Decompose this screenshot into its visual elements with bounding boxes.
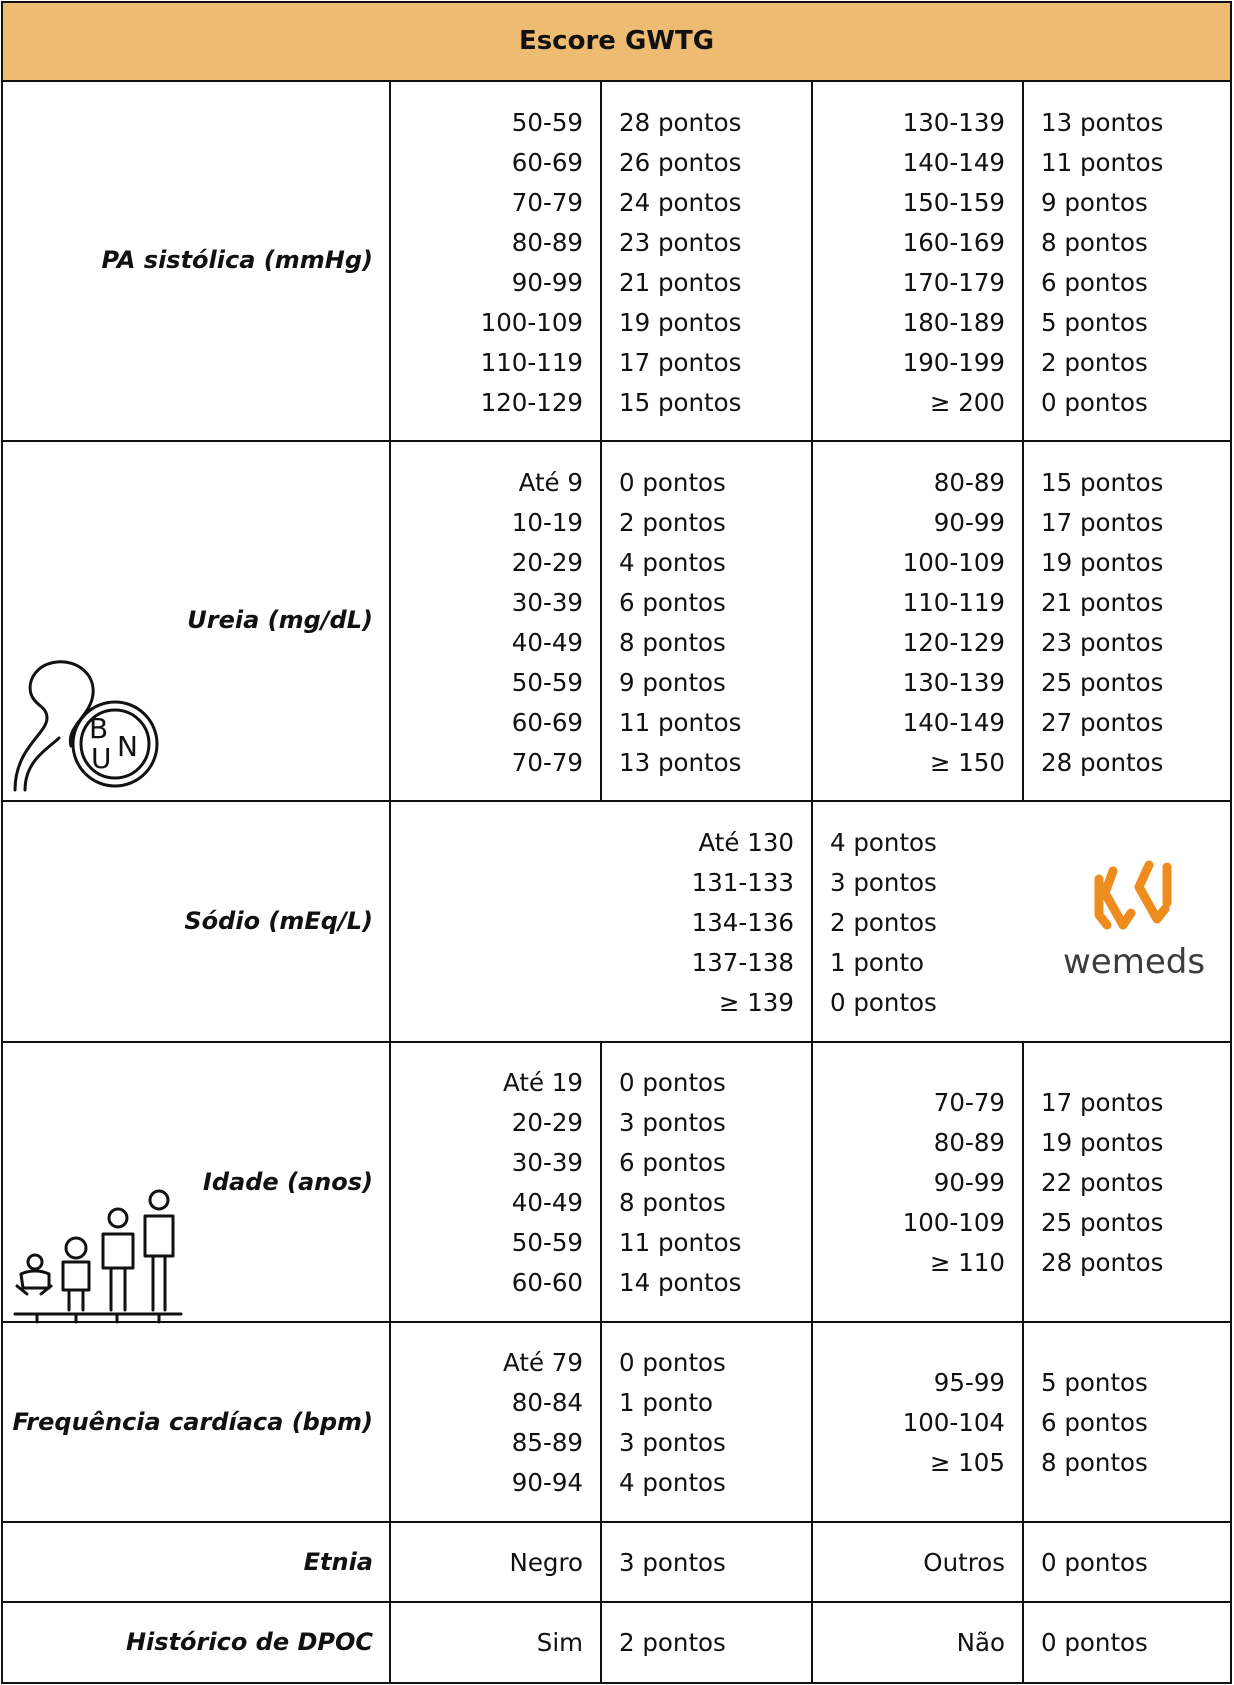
list-item: 21 pontos: [1041, 588, 1164, 617]
row-label-sodio: Sódio (mEq/L): [184, 907, 373, 935]
list-item: 0 pontos: [619, 1068, 726, 1097]
list-item: 28 pontos: [619, 108, 742, 137]
list-item: 90-94: [511, 1468, 583, 1497]
list-item: 9 pontos: [619, 668, 726, 697]
list-item: 70-79: [511, 748, 583, 777]
list-item: 14 pontos: [619, 1268, 742, 1297]
list-item: 60-69: [511, 148, 583, 177]
list-item: 180-189: [902, 308, 1005, 337]
etnia-right-ranges: [815, 1543, 1005, 1583]
list-item: 0 pontos: [830, 988, 937, 1017]
sodio-points: [830, 823, 937, 1023]
list-item: 13 pontos: [1041, 108, 1164, 137]
list-item: 17 pontos: [619, 348, 742, 377]
row-label-idade: Idade (anos): [202, 1168, 373, 1196]
list-item: 5 pontos: [1041, 308, 1148, 337]
list-item: 8 pontos: [1041, 1448, 1148, 1477]
list-item: 2 pontos: [830, 908, 937, 937]
list-item: 19 pontos: [1041, 548, 1164, 577]
list-item: 30-39: [511, 588, 583, 617]
list-item: 19 pontos: [619, 308, 742, 337]
list-item: 17 pontos: [1041, 1088, 1164, 1117]
list-item: ≥ 150: [929, 748, 1005, 777]
fc-left-ranges: [393, 1343, 583, 1503]
list-item: Outros: [923, 1548, 1005, 1577]
column-divider: [811, 80, 813, 1684]
list-item: 190-199: [902, 348, 1005, 377]
list-item: 80-89: [933, 1128, 1005, 1157]
ureia-left-ranges: [393, 463, 583, 783]
list-item: 11 pontos: [619, 708, 742, 737]
list-item: 8 pontos: [619, 628, 726, 657]
fc-right-points: [1041, 1363, 1148, 1483]
bun-letter-n: N: [117, 730, 138, 763]
table-title: Escore GWTG: [1, 1, 1232, 81]
list-item: Sim: [536, 1628, 583, 1657]
list-item: 20-29: [511, 548, 583, 577]
idade-right-ranges: [815, 1083, 1005, 1283]
column-divider: [600, 80, 602, 801]
row-divider: [1, 800, 1232, 802]
list-item: 60-69: [511, 708, 583, 737]
list-item: 90-99: [933, 508, 1005, 537]
list-item: 27 pontos: [1041, 708, 1164, 737]
list-item: 160-169: [902, 228, 1005, 257]
list-item: 50-59: [511, 1228, 583, 1257]
fc-right-ranges: [815, 1363, 1005, 1483]
list-item: 6 pontos: [1041, 1408, 1148, 1437]
list-item: 0 pontos: [619, 468, 726, 497]
ureia-right-ranges: [815, 463, 1005, 783]
list-item: 120-129: [480, 388, 583, 417]
sodio-ranges: [393, 823, 794, 1023]
column-divider: [389, 80, 391, 1684]
list-item: 15 pontos: [619, 388, 742, 417]
list-item: 90-99: [511, 268, 583, 297]
fc-left-points: [619, 1343, 726, 1503]
list-item: 0 pontos: [1041, 1628, 1148, 1657]
list-item: 4 pontos: [830, 828, 937, 857]
list-item: 10-19: [511, 508, 583, 537]
row-divider: [1, 440, 1232, 442]
row-label-etnia: Etnia: [303, 1548, 373, 1576]
list-item: 90-99: [933, 1168, 1005, 1197]
list-item: Até 130: [698, 828, 794, 857]
list-item: 40-49: [511, 628, 583, 657]
list-item: 100-109: [480, 308, 583, 337]
list-item: 6 pontos: [1041, 268, 1148, 297]
ureia-right-points: [1041, 463, 1163, 783]
row-label-historico-dpoc: Histórico de DPOC: [125, 1628, 373, 1656]
list-item: 120-129: [902, 628, 1005, 657]
list-item: 130-139: [902, 668, 1005, 697]
list-item: 28 pontos: [1041, 1248, 1164, 1277]
list-item: 30-39: [511, 1148, 583, 1177]
list-item: 11 pontos: [1041, 148, 1164, 177]
list-item: 140-149: [902, 708, 1005, 737]
list-item: Até 9: [518, 468, 583, 497]
list-item: 26 pontos: [619, 148, 742, 177]
list-item: 60-60: [511, 1268, 583, 1297]
dpoc-right-points: [1041, 1623, 1148, 1663]
list-item: 17 pontos: [1041, 508, 1164, 537]
bun-letter-b: B: [89, 712, 109, 745]
list-item: Não: [956, 1628, 1005, 1657]
list-item: 40-49: [511, 1188, 583, 1217]
bun-letter-u: U: [91, 742, 112, 775]
list-item: 95-99: [933, 1368, 1005, 1397]
list-item: ≥ 139: [718, 988, 794, 1017]
list-item: 2 pontos: [619, 508, 726, 537]
list-item: 110-119: [902, 588, 1005, 617]
list-item: 22 pontos: [1041, 1168, 1164, 1197]
row-divider: [1, 1601, 1232, 1603]
gwtg-score-table: [1, 1, 1232, 1684]
list-item: 85-89: [511, 1428, 583, 1457]
list-item: 0 pontos: [619, 1348, 726, 1377]
etnia-right-points: [1041, 1543, 1148, 1583]
list-item: Até 79: [503, 1348, 583, 1377]
pa-right-ranges: [815, 103, 1005, 423]
list-item: 70-79: [933, 1088, 1005, 1117]
list-item: 100-109: [902, 1208, 1005, 1237]
kidney-bun-icon: [11, 656, 161, 796]
list-item: 20-29: [511, 1108, 583, 1137]
list-item: 130-139: [902, 108, 1005, 137]
list-item: 1 ponto: [619, 1388, 714, 1417]
wemeds-logo-text: wemeds: [1063, 942, 1206, 982]
list-item: 50-59: [511, 108, 583, 137]
ureia-left-points: [619, 463, 741, 783]
list-item: 134-136: [691, 908, 794, 937]
idade-right-points: [1041, 1083, 1163, 1283]
people-ages-icon: [11, 1186, 186, 1326]
row-label-frequencia-cardiaca: Frequência cardíaca (bpm): [12, 1408, 373, 1436]
list-item: 25 pontos: [1041, 1208, 1164, 1237]
list-item: 21 pontos: [619, 268, 742, 297]
list-item: 150-159: [902, 188, 1005, 217]
list-item: 19 pontos: [1041, 1128, 1164, 1157]
list-item: 11 pontos: [619, 1228, 742, 1257]
list-item: 4 pontos: [619, 1468, 726, 1497]
list-item: 6 pontos: [619, 588, 726, 617]
list-item: 24 pontos: [619, 188, 742, 217]
list-item: 0 pontos: [1041, 1548, 1148, 1577]
list-item: 4 pontos: [619, 548, 726, 577]
list-item: 6 pontos: [619, 1148, 726, 1177]
list-item: 140-149: [902, 148, 1005, 177]
list-item: 100-104: [902, 1408, 1005, 1437]
list-item: 0 pontos: [1041, 388, 1148, 417]
list-item: 23 pontos: [619, 228, 742, 257]
list-item: Até 19: [503, 1068, 583, 1097]
list-item: ≥ 200: [929, 388, 1005, 417]
pa-left-ranges: [393, 103, 583, 423]
dpoc-left-ranges: [393, 1623, 583, 1663]
list-item: 15 pontos: [1041, 468, 1164, 497]
row-label-pa-sistolica: PA sistólica (mmHg): [101, 246, 373, 274]
list-item: 5 pontos: [1041, 1368, 1148, 1397]
dpoc-right-ranges: [815, 1623, 1005, 1663]
row-divider: [1, 1041, 1232, 1043]
list-item: 3 pontos: [619, 1108, 726, 1137]
etnia-left-points: [619, 1543, 726, 1583]
list-item: 80-84: [511, 1388, 583, 1417]
wemeds-logo: [1061, 853, 1211, 993]
dpoc-left-points: [619, 1623, 726, 1663]
list-item: 9 pontos: [1041, 188, 1148, 217]
list-item: 25 pontos: [1041, 668, 1164, 697]
list-item: ≥ 110: [929, 1248, 1005, 1277]
row-divider: [1, 80, 1232, 82]
list-item: Negro: [509, 1548, 583, 1577]
list-item: 80-89: [511, 228, 583, 257]
list-item: 3 pontos: [619, 1428, 726, 1457]
list-item: 8 pontos: [619, 1188, 726, 1217]
idade-left-ranges: [393, 1063, 583, 1303]
list-item: 100-109: [902, 548, 1005, 577]
pa-left-points: [619, 103, 741, 423]
list-item: 50-59: [511, 668, 583, 697]
list-item: 137-138: [691, 948, 794, 977]
column-divider: [1022, 1041, 1024, 1684]
list-item: 8 pontos: [1041, 228, 1148, 257]
list-item: 170-179: [902, 268, 1005, 297]
row-divider: [1, 1521, 1232, 1523]
idade-left-points: [619, 1063, 741, 1303]
etnia-left-ranges: [393, 1543, 583, 1583]
list-item: 131-133: [691, 868, 794, 897]
list-item: ≥ 105: [929, 1448, 1005, 1477]
list-item: 3 pontos: [830, 868, 937, 897]
column-divider: [1022, 80, 1024, 801]
list-item: 1 ponto: [830, 948, 925, 977]
list-item: 23 pontos: [1041, 628, 1164, 657]
row-label-ureia: Ureia (mg/dL): [187, 606, 373, 634]
list-item: 2 pontos: [619, 1628, 726, 1657]
list-item: 3 pontos: [619, 1548, 726, 1577]
list-item: 13 pontos: [619, 748, 742, 777]
pa-right-points: [1041, 103, 1163, 423]
list-item: 110-119: [480, 348, 583, 377]
list-item: 70-79: [511, 188, 583, 217]
list-item: 80-89: [933, 468, 1005, 497]
list-item: 2 pontos: [1041, 348, 1148, 377]
list-item: 28 pontos: [1041, 748, 1164, 777]
column-divider: [600, 1041, 602, 1684]
